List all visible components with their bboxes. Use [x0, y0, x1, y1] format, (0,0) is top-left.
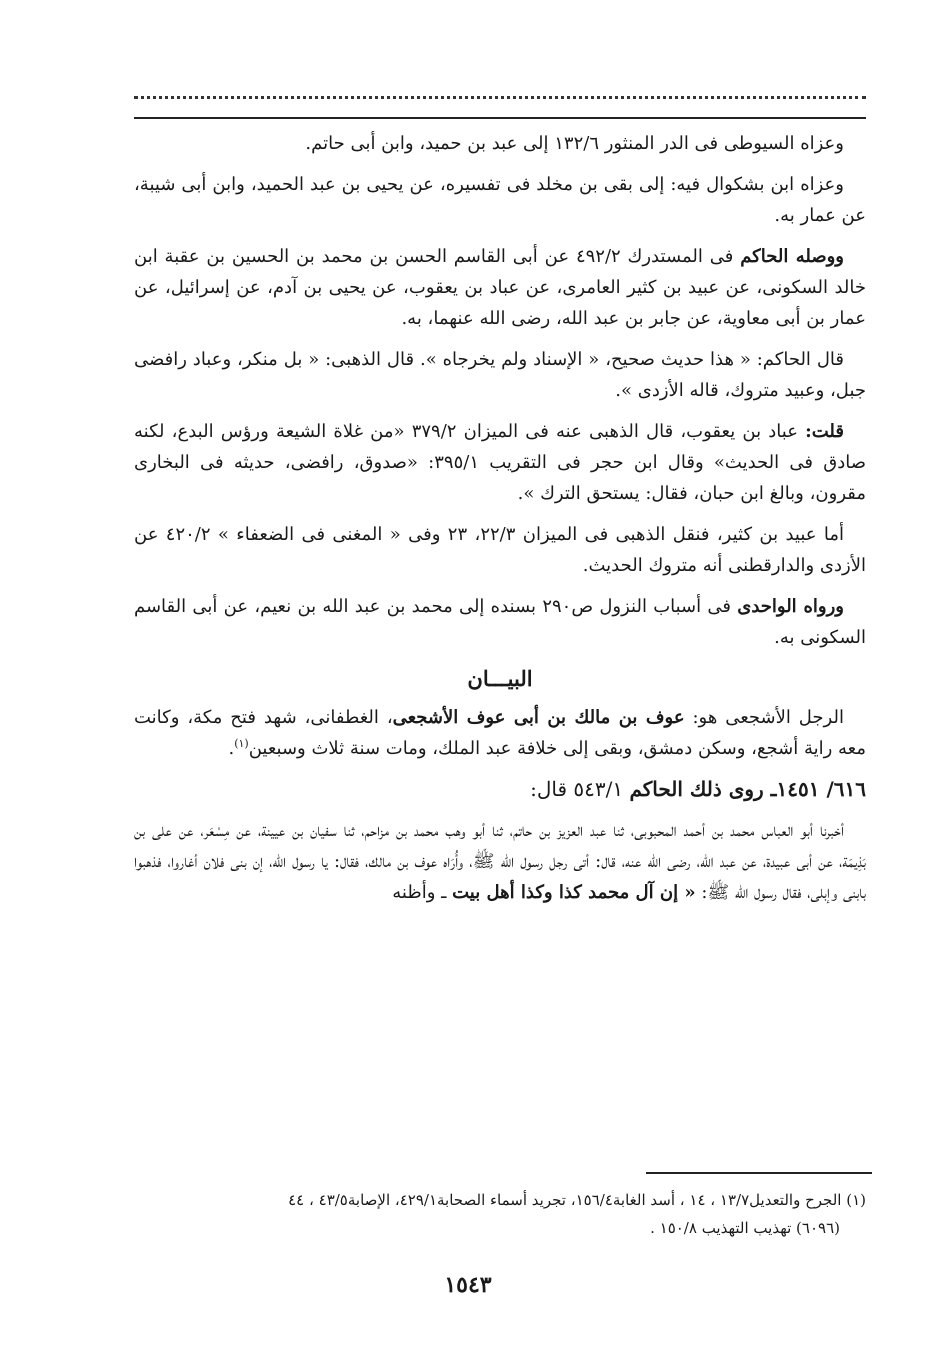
paragraph-text: أما عبيد بن كثير، فنقل الذهبى فى الميزان ٢٢/٣، ٢٣ وفى « المغنى فى الضعفاء » ٤٢٠/٢ عن الأزدى والدارقطنى أنه متروك الحديث.: [134, 524, 866, 576]
paragraph-text: فى المستدرك ٤٩٢/٢ عن أبى القاسم الحسن بن محمد بن الحسين بن عقبة ابن خالد السكونى، عن عبيد بن كثير العامرى، عن عباد بن يعقوب، عن يحيى بن آدم، عن إسرائيل، عن عمار بن أبى معاوية، عن جابر بن عبد الله، رضى الله عنهما، به.: [134, 246, 866, 329]
paragraph-text: عباد بن يعقوب، قال الذهبى عنه فى الميزان ٣٧٩/٢ «من غلاة الشيعة ورؤس البدع، لكنه صادق فى الحديث» وقال ابن حجر فى التقريب ٣٩٥/١: «صدوق، رافضى، حديثه فى البخارى مقرون، وبالغ ابن حبان، فقال: يستحق الترك ».: [134, 421, 866, 504]
paragraph-ubayd: [134, 519, 866, 581]
paragraph-text: وعزاه ابن بشكوال فيه: إلى بقى بن مخلد فى تفسيره، عن يحيى بن عبد الحميد، وابن أبى شيبة، عن عمار به.: [134, 174, 866, 226]
header-rule: [134, 117, 866, 119]
section-title: البيـــان: [467, 666, 533, 691]
hadith-number: ٦١٦/ ١٤٥١ـ روى ذلك الحاكم: [629, 777, 866, 801]
paragraph-text: فى أسباب النزول ص٢٩٠ بسنده إلى محمد بن عبد الله بن نعيم، عن أبى القاسم السكونى به.: [134, 596, 866, 648]
footnote-marker: (١): [234, 737, 249, 750]
paragraph-suyuti: [134, 128, 866, 159]
paragraph-hadith-text: [134, 815, 866, 908]
paragraph-end: .: [228, 738, 235, 759]
page-number: ١٥٤٣: [444, 1272, 492, 1298]
paragraph-text: الرجل الأشجعى هو:: [684, 707, 844, 728]
paragraph-end: ـ وأظنه: [392, 882, 453, 903]
paragraph-text: أخبرنا أبو العباس محمد بن أحمد المحبوبى، ثنا عبد العزيز بن حاتم، ثنا أبو وهب محمد بن مزاحم، ثنا سفيان بن عيينة، عن مِسْعَر، عن على بن بَذِيمَة، عن أبى عبيدة، عن عبد الله، رضى الله عنه، قال: أتى رجل رسول الله ﷺ، وأُرَاه عوف بن مالك، فقال: يا رسول الله، إن بنى فلان أغاروا، فذهبوا بابنى وإبلى، فقال رسول الله ﷺ:: [134, 820, 867, 903]
paragraph-text: ، الغطفانى، شهد فتح مكة، وكانت معه راية أشجع، وسكن دمشق، وبقى إلى خلافة عبد الملك، ومات سنة ثلاث وسبعين: [134, 707, 866, 759]
paragraph-lead: قلت:: [805, 421, 844, 442]
paragraph-bashkuwal: [134, 169, 866, 231]
dotted-header-line: [134, 86, 866, 99]
paragraph-wahidi: [134, 591, 866, 653]
person-name: عوف بن مالك بن أبى عوف الأشجعى: [392, 707, 685, 728]
paragraph-awf: [134, 702, 866, 764]
paragraph-qultu: [134, 416, 866, 509]
main-text: [134, 128, 866, 918]
footnote-line: (٦٠٩٦) تهذيب التهذيب ١٥٠/٨ .: [650, 1219, 840, 1237]
paragraph-lead: ورواه الواحدى: [737, 596, 844, 617]
footnote-rule: [646, 1172, 872, 1174]
hadith-heading: [134, 774, 866, 805]
footnote-line: (١) الجرح والتعديل١٣/٧ ، ١٤ ، أسد الغابة١٥٦/٤، تجريد أسماء الصحابة٤٢٩/١، الإصابة٤٣/٥ ، ٤٤: [288, 1191, 866, 1209]
paragraph-hakim-quote: [134, 344, 866, 406]
hadith-source: ٥٤٣/١ قال:: [530, 777, 630, 801]
hadith-quote: « إن آل محمد كذا وكذا أهل بيت: [452, 882, 696, 903]
paragraph-hakim: [134, 241, 866, 334]
footnote: [134, 1186, 866, 1242]
paragraph-text: قال الحاكم: « هذا حديث صحيح، « الإسناد ولم يخرجاه ». قال الذهبى: « بل منكر، وعباد رافضى جبل، وعبيد متروك، قاله الأزدى ».: [134, 349, 866, 401]
paragraph-lead: ووصله الحاكم: [740, 246, 844, 267]
paragraph-text: وعزاه السيوطى فى الدر المنثور ١٣٢/٦ إلى عبد بن حميد، وابن أبى حاتم.: [305, 133, 844, 154]
